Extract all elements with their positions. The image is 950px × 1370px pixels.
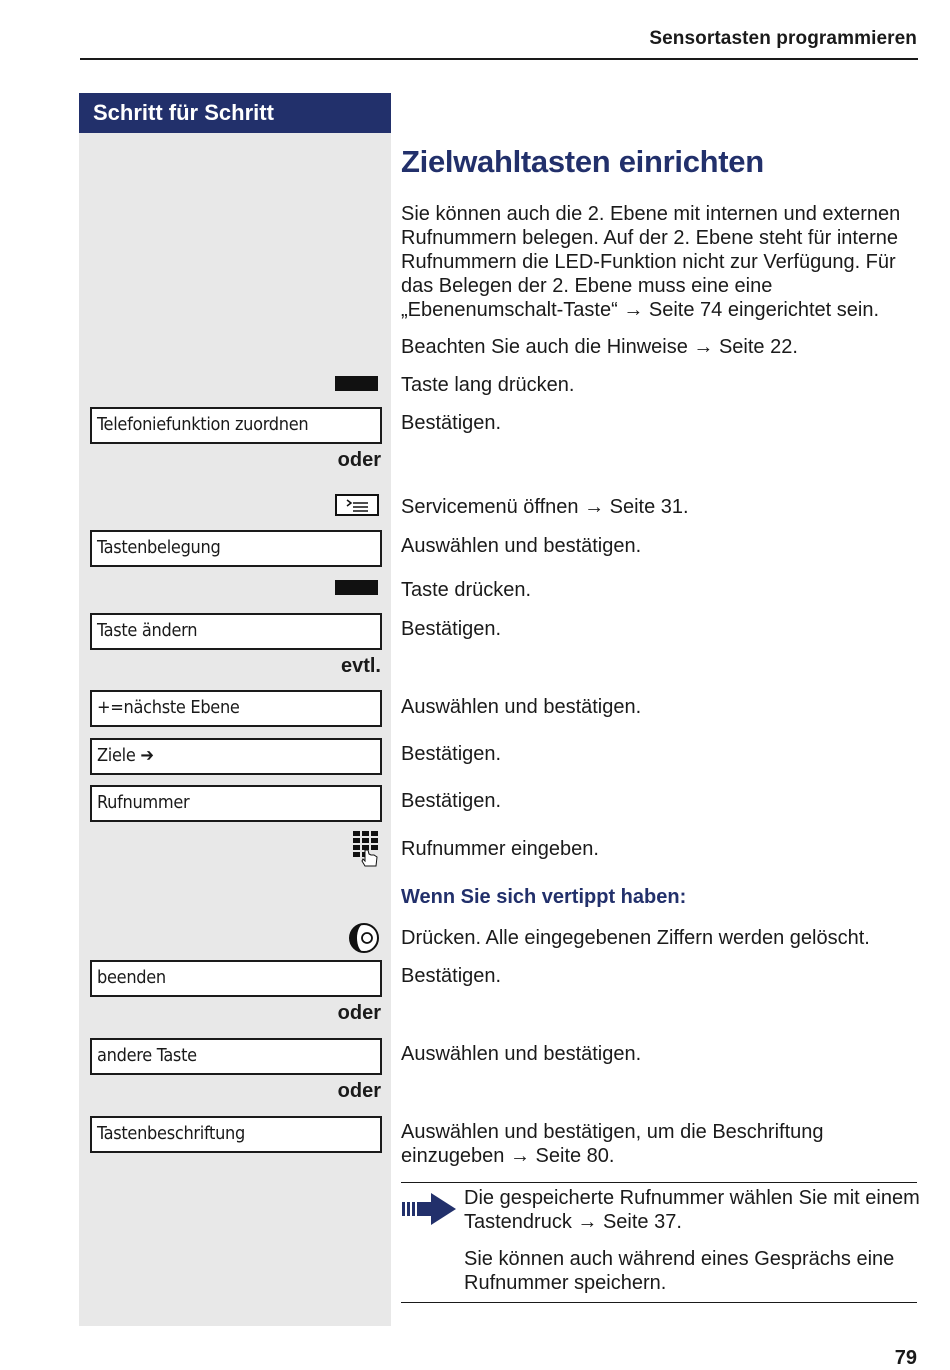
display-option[interactable]: andere Taste	[90, 1038, 382, 1075]
connector-label: oder	[337, 1002, 381, 1024]
step-text: Bestätigen.	[401, 743, 502, 765]
connector-label: oder	[337, 1080, 381, 1102]
step-text: Servicemenü öffnen → Seite 31.	[401, 496, 689, 518]
menu-key-icon	[335, 494, 379, 516]
sensor-key-icon	[335, 580, 378, 595]
step-text: Bestätigen.	[401, 618, 502, 640]
intro-paragraph: Sie können auch die 2. Ebene mit internen und externen Rufnummern belegen. Auf der 2. Ebene steht für interne Rufnummern die LED-Funktion nicht zur Verfügung. Für das Belegen der 2. Ebene muss eine eine „Ebenenumschalt-Taste“ → Seite 74 eingerichtet sein.	[401, 203, 901, 321]
display-option[interactable]: beenden	[90, 960, 382, 997]
display-option[interactable]: Taste ändern	[90, 613, 382, 650]
page-number: 79	[894, 1347, 917, 1369]
step-text: Taste drücken.	[401, 579, 532, 601]
section-title: Zielwahltasten einrichten	[401, 144, 764, 179]
display-option[interactable]: Tastenbelegung	[90, 530, 382, 567]
step-text: Bestätigen.	[401, 412, 502, 434]
display-option[interactable]: Tastenbeschriftung	[90, 1116, 382, 1153]
keypad-icon	[352, 830, 380, 868]
display-option[interactable]: Telefoniefunktion zuordnen	[90, 407, 382, 444]
step-text: Taste lang drücken.	[401, 374, 575, 396]
note-paragraph: Die gespeicherte Rufnummer wählen Sie mit einem Tastendruck → Seite 37.	[464, 1187, 920, 1233]
note-paragraph: Sie können auch während eines Gesprächs eine Rufnummer speichern.	[464, 1248, 895, 1294]
step-text: Auswählen und bestätigen.	[401, 1043, 642, 1065]
step-text: Drücken. Alle eingegebenen Ziffern werden gelöscht.	[401, 927, 870, 949]
display-option[interactable]: Ziele ➔	[90, 738, 382, 775]
connector-label: evtl.	[340, 655, 381, 677]
step-text: Rufnummer eingeben.	[401, 838, 599, 860]
sidebar-heading: Schritt für Schritt	[93, 100, 274, 125]
step-text: Auswählen und bestätigen.	[401, 696, 642, 718]
connector-label: oder	[337, 449, 381, 471]
step-text: Auswählen und bestätigen, um die Beschriftung einzugeben → Seite 80.	[401, 1121, 824, 1167]
header-rule	[80, 58, 918, 60]
sensor-key-icon	[335, 376, 378, 391]
note-bottom-rule	[401, 1302, 917, 1303]
step-text: Bestätigen.	[401, 965, 502, 987]
note-top-rule	[401, 1182, 917, 1183]
display-option[interactable]: Rufnummer	[90, 785, 382, 822]
sidebar-heading-bar	[79, 93, 391, 133]
delete-key-icon	[348, 922, 380, 954]
hint-paragraph: Beachten Sie auch die Hinweise → Seite 22.	[401, 336, 798, 358]
running-header: Sensortasten programmieren	[649, 28, 917, 49]
subheading: Wenn Sie sich vertippt haben:	[401, 886, 687, 908]
step-text: Auswählen und bestätigen.	[401, 535, 642, 557]
step-text: Bestätigen.	[401, 790, 502, 812]
display-option[interactable]: +=nächste Ebene	[90, 690, 382, 727]
note-arrow-icon	[401, 1192, 457, 1226]
